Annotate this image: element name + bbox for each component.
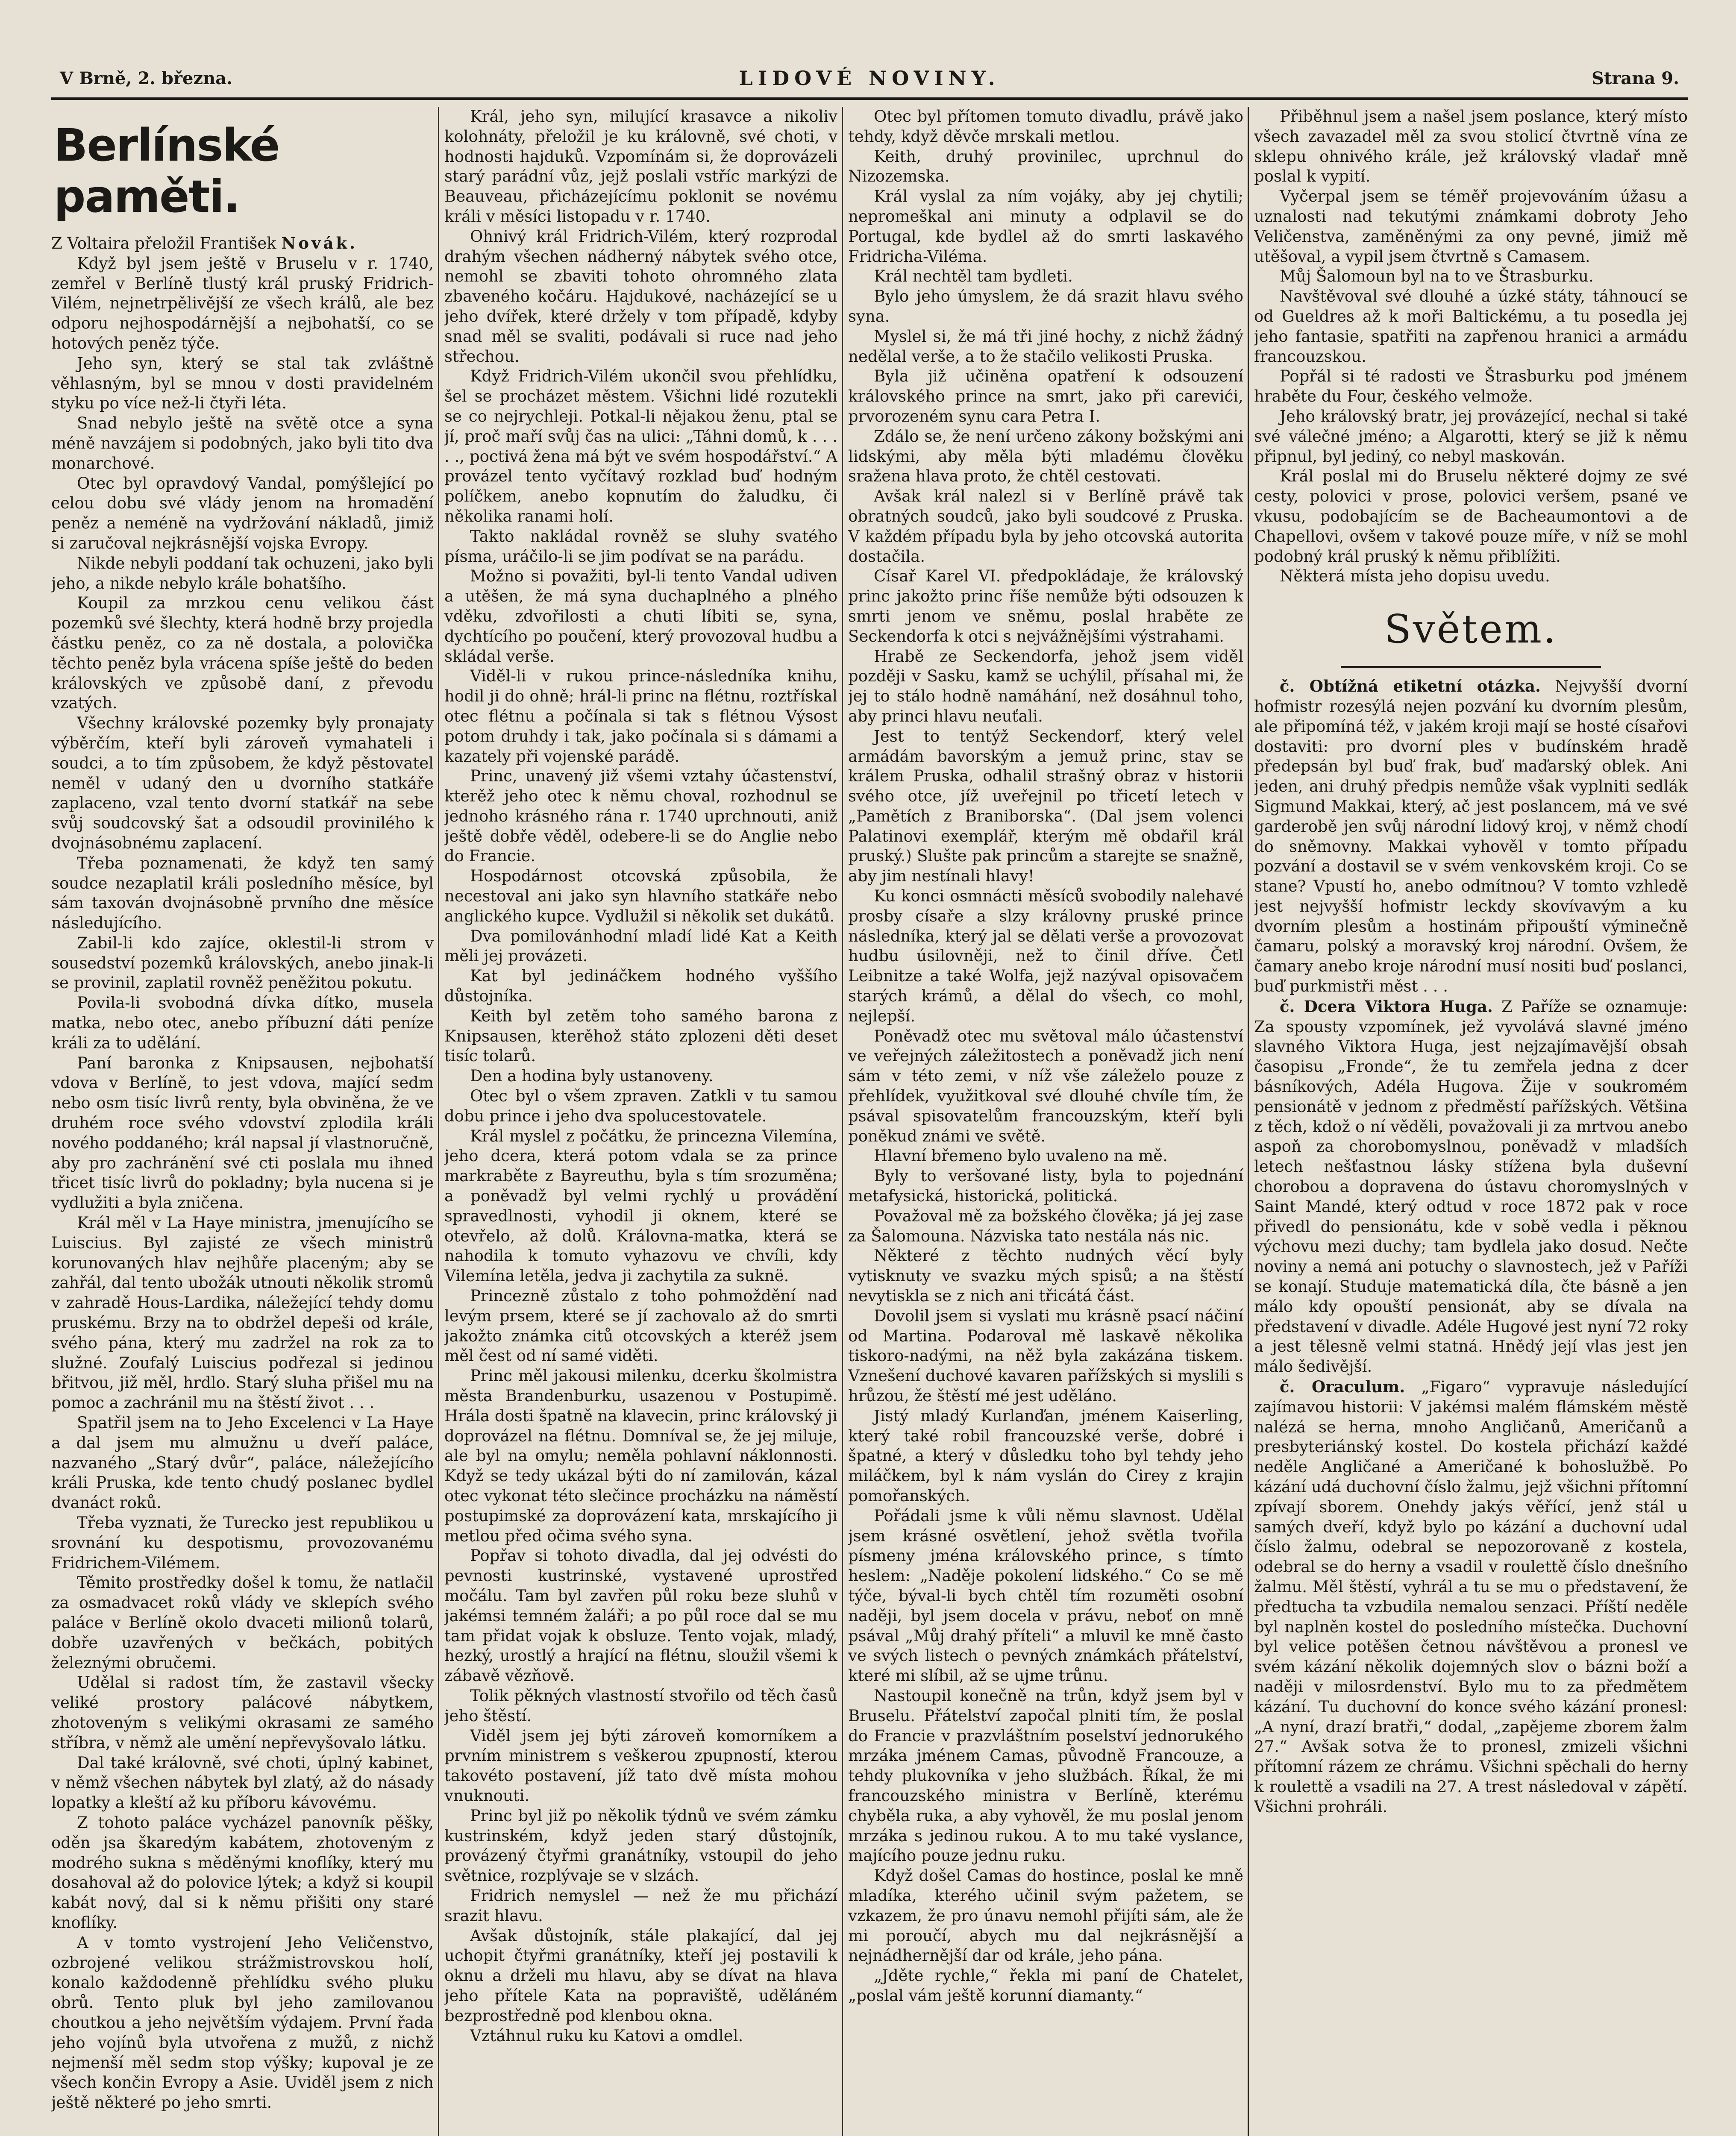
column-1 bbox=[51, 107, 434, 2136]
news-item-text: Z Paříže se oznamuje: Za spousty vzpomínek, jež vyvolává slavné jméno slavného Viktora Huga, jest nejzajímavější obsah časopisu „Fronde“, že tu zemřela jedna z dcer básníkových, Adéla Hugova. Žije v soukromém pensionátě v jednom z předměstí pařížských. Většina z těch, kdož o ní věděli, považovali ji za mrtvou anebo aspoň za chorobomyslnou, poněvadž v mladších letech nešťastnou lásky stížena byla duševní chorobou a dopravena do ústavu choromyslných v Saint Mandé, který odtud v roce 1872 pak v roce přivedl do pensionátu, kde v sobě vedla i pěknou výchovu mezi duchy; tam bydlela jako dosud. Nečte noviny a nemá ani potuchy o slavnostech, jež v Paříži se konají. Studuje matematická díla, čte básně a jen málo kdy opouští pensionát, aby se dívala na představení v divadle. Adéle Hugové jest nyní 72 roky a jest tělesně velmi statná. Hnědý její vlas jest jen málo šedivější. bbox=[1254, 997, 1688, 1376]
paragraph: Přiběhnul jsem a našel jsem poslance, který místo všech zavazadel měl za svou stolicí čtvrtně vína ze sklepu ohnivého krále, jež královský vladař mně poslal k vypití. bbox=[1254, 107, 1688, 186]
paragraph: Byla již učiněna opatření k odsouzení královského prince na smrt, jako při carevići, prvorozeném synu cara Petra I. bbox=[848, 367, 1243, 425]
paragraph: Otec byl o všem zpraven. Zatkli v tu samou dobu prince i jeho dva spolucestovatele. bbox=[444, 1087, 837, 1125]
news-item-text: Nejvyšší dvorní hofmistr rozesýlá nejen pozvání ku dvorním plesům, ale připomíná též, v jakém kroji mají se hosté císařovi dostaviti: pro dvorní ples v budínském hradě předepsán byl buď frak, buď maďarský oblek. Ani jeden, ani druhý předpis nemůže však vyplniti sedlák Sigmund Makkai, který, ač jest poslancem, má ve své garderobě jen svůj národní lidový kroj, v němž chodí do sněmovny. Makkai vyhověl v tomto případu pozvání a dostavil se v svém venkovském kroji. Co se stane? Vpustí ho, anebo odmítnou? V tomto vzhledě jest nejvyšší hofmistr leckdy skovívavým a ku dvorním plesům a hostinám připouští výminečně čamaru, polský a moravský kroj národní. Ovšem, že čamary anebo kroje národní musí nositi buď poslanci, buď purkmistři měst . . . bbox=[1254, 677, 1688, 996]
paragraph: Viděl-li v rukou prince-následníka knihu, hodil ji do ohně; hrál-li princ na flétnu, roztřískal otec flétnu a počínala si tak s flétnou Výsost potom druhdy i tak, jako počínala si s dámami a kazately při vojenské parádě. bbox=[444, 667, 837, 766]
paragraph: Otec byl opravdový Vandal, pomýšlející po celou dobu své vlády jenom na hromadění peněz a neméně na vydržování nákladů, jimiž si zaručoval nejkrásnější vojska Evropy. bbox=[51, 474, 434, 552]
paragraph: Král myslel z počátku, že princezna Vilemína, jeho dcera, která potom vdala se za prince markraběte z Bayreuthu, byla s tím srozuměna; a poněvadž byl velmi rychlý u provádění spravedlnosti, vyhodil ji oknem, které se otevřelo, až dolů. Královna-matka, která se nahodila k tomuto vyhazovu ve chvíli, kdy Vilemína letěla, jedva ji zachytila za suknë. bbox=[444, 1127, 837, 1285]
paragraph: Král nechtěl tam bydleti. bbox=[874, 267, 1073, 286]
paragraph: Avšak důstojník, stále plakající, dal jej uchopit čtyřmi granátníky, kteří jej postavili k oknu a drželi mu hlavu, aby se dívat na hlava jeho přítele Kata na popraviště, uděláném bezprostředně pod klenbou okna. bbox=[444, 1926, 837, 2025]
page-number: Strana 9. bbox=[1591, 68, 1679, 88]
news-item bbox=[1254, 997, 1688, 1377]
paragraph: Hlavní břemeno bylo uvaleno na mě. bbox=[874, 1147, 1168, 1165]
paragraph: Hospodárnost otcovská způsobila, že necestoval ani jako syn hlavního statkáře nebo anglického kupce. Vydlužil si několik set dukátů. bbox=[444, 867, 837, 925]
newspaper-name: LIDOVÉ NOVINY. bbox=[739, 67, 1000, 90]
paragraph: Keith byl zetěm toho samého barona z Knipsausen, kterěhož státo zplozeni děti deset tisíc tolarů. bbox=[444, 1006, 837, 1065]
news-item-heading: č. Obtížná etiketní otázka. bbox=[1280, 677, 1541, 696]
article-title: Berlínské paměti. bbox=[54, 119, 279, 223]
paragraph: Když byl jsem ještě v Bruselu v r. 1740, zemřel v Berlíně tlustý král pruský Fridrich-Vilém, nejnetrpělivější ze všech králů, ale bez odporu nejhospodárnější a nejbohatší, co se hotových peněz týče. bbox=[51, 254, 434, 352]
paragraph: Spatřil jsem na to Jeho Excelenci v La Haye a dal jsem mu almužnu u dveří paláce, nazvaného „Starý dvůr“, paláce, náležejícího králi Pruska, kde tento chudý poslanec bydlel dvanáct roků. bbox=[51, 1414, 434, 1512]
paragraph: Jest to tentýž Seckendorf, který velel armádám bavorským a jemuž princ, stav se králem Pruska, odhalil strašný obraz v historii svého otce, jíž uveřejnil po třicetí letech v „Pamětích z Braniborska“. (Dal jsem volenci Palatinovi exemplář, kterým mě obdařil král pruský.) Slušte pak princům a starejte se snažně, aby jim nestínali hlavy! bbox=[848, 727, 1243, 886]
paragraph: Popřál si té radosti ve Štrasburku pod jménem hraběte du Four, českého velmože. bbox=[1254, 367, 1688, 406]
paragraph: Princ, unavený již všemi vztahy účastenství, kterěž jeho otec k němu choval, rozhodnul se jednoho krásného rána r. 1740 uprchnouti, aniž ještě dobře věděl, odebere-li se do Anglie nebo do Francie. bbox=[444, 767, 837, 866]
svetem-items bbox=[1254, 676, 1688, 1817]
paragraph: Povila-li svobodná dívka dítko, musela matka, nebo otec, anebo příbuzní dáti peníze králi za to udělání. bbox=[51, 994, 434, 1052]
paragraph: Vztáhnul ruku ku Katovi a omdlel. bbox=[470, 2026, 743, 2045]
byline-prefix: Z Voltaira přeložil František bbox=[51, 234, 276, 252]
paragraph: Avšak král nalezl si v Berlíně právě tak obratných soudců, jako byli soudcové z Pruska. V každém případu byla by jeho otcovská autorita dostačila. bbox=[848, 487, 1243, 566]
section-rule bbox=[1341, 666, 1601, 668]
paragraph: Koupil za mrzkou cenu velikou část pozemků své šlechty, která hodně brzy projedla částku peněz, co za ně dostala, a polovička těchto peněz byla vrácena spíše ještě do beden královských ve způsobě daní, z převodu vzatých. bbox=[51, 594, 434, 713]
section-title-svetem: Světem. bbox=[1384, 606, 1558, 652]
paragraph: Považoval mě za božského člověka; já jej zase za Šalomouna. Názviska tato nestála nás nic. bbox=[848, 1206, 1243, 1245]
column-3 bbox=[848, 107, 1243, 2136]
paragraph: Jistý mladý Kurlanďan, jménem Kaiserling, který také robil francouzské verše, dobré i špatné, a který v důsledku toho byl tehdy jeho miláčkem, byl k nám vyslán do Cirey z krajin pomořanských. bbox=[848, 1406, 1243, 1505]
news-item bbox=[1254, 676, 1688, 997]
paragraph: Navštěvoval své dlouhé a úzké státy, táhnoucí se od Gueldres až k moři Baltickému, a tu posedla jej jeho fantasie, spatřiti na zapřenou hranici a armádu francouzskou. bbox=[1254, 287, 1688, 366]
paragraph: Když došel Camas do hostince, poslal ke mně mladíka, kterého učinil svým pažetem, se vzkazem, že pro únavu nemohl přijíti sám, ale že mi poroučí, abych mu dal nejkrásnější a nejnádhernější dar od krále, jeho pána. bbox=[848, 1866, 1243, 1965]
paragraph: Jeho královský bratr, jej provázející, nechal si také své válečné jméno; a Algarotti, který se již k němu připnul, byl jediný, co nebyl maskován. bbox=[1254, 407, 1688, 466]
paragraph: Nastoupil konečně na trůn, když jsem byl v Bruselu. Přátelství započal plniti tím, že poslal do Francie v prazvláštním poselství jednorukého mrzáka jménem Camas, původně Francouze, a tehdy plukovníka v jeho službách. Říkal, že mi francouzského ministra v Berlíně, kterému chyběla ruka, a aby vyhověl, že mu poslal jenom mrzáka s jedinou rukou. A to mu také vyslance, majícího pouze jednu ruku. bbox=[848, 1686, 1243, 1865]
paragraph: Zdálo se, že není určeno zákony božskými ani lidskými, aby měla býti mladému člověku sražena hlava proto, že chtěl cestovati. bbox=[848, 427, 1243, 486]
paragraph: Ku konci osmnácti měsíců svobodily nalehavé prosby císaře a slzy královny pruské prince následníka, který jal se dělati verše a provozovat hudbu úsilovněji, než to činil dříve. Četl Leibnitze a také Wolfa, jejž nazýval opisovačem starých krámů, a dělal do všech, co mohl, nejlepší. bbox=[848, 887, 1243, 1025]
paragraph: Takto nakládal rovněž se sluhy svatého písma, uráčilo-li se jim podívat se na parádu. bbox=[444, 527, 837, 566]
issue-place-date: V Brně, 2. března. bbox=[60, 68, 233, 88]
paragraph: Viděl jsem jej býti zároveň komorníkem a prvním ministrem s veškerou zpupností, kterou takovéto postavení, jíž tato dvě místa mohou vnuknouti. bbox=[444, 1726, 837, 1805]
paragraph: Možno si považiti, byl-li tento Vandal udiven a utěšen, že má syna duchaplného a plného vděku, zdvořilosti a chuti líbiti se, syna, dychtícího po poučení, který provozoval hudbu a skládal verše. bbox=[444, 567, 837, 666]
paragraph: Paní baronka z Knipsausen, nejbohatší vdova v Berlíně, to jest vdova, mající sedm nebo osm tisíc livrů renty, byla obviněna, že ve druhém roce svého vdovství zplodila králi nového poddaného; král napsal jí vlastnoručně, aby pro zachránění své cti poslala mu ihned třicet tisíc livrů do pokladny; byla nucena si je vydlužiti a byla zničena. bbox=[51, 1053, 434, 1212]
paragraph: Keith, druhý provinilec, uprchnul do Nizozemska. bbox=[848, 147, 1243, 186]
page-header bbox=[51, 64, 1688, 94]
paragraph: Král měl v La Haye ministra, jmenujícího se Luiscius. Byl zajisté ze všech ministrů korunovaných hlav nejhůře placeným; aby se zahřál, dal tento ubožák utnouti několik stromů v zahradě Hous-Lardika, náležející tehdy domu pruskému. Brzy na to obdržel depeši od krále, svého pána, který mu zadržel na rok za to služné. Zoufalý Luiscius podřezal si jedinou břitvou, již měl, hrdlo. Starý sluha přišel mu na pomoc a zachránil mu na štěstí život . . . bbox=[51, 1214, 434, 1412]
paragraph: Princ byl již po několik týdnů ve svém zámku kustrinském, když jeden starý důstojník, provázený čtyřmi granátníky, vstoupil do jeho světnice, rozplývaje se v slzách. bbox=[444, 1806, 837, 1885]
news-item-heading: č. Dcera Viktora Huga. bbox=[1280, 997, 1493, 1016]
column-3-text bbox=[848, 107, 1243, 2006]
column-divider bbox=[842, 107, 843, 2136]
paragraph: Dva pomilovánhodní mladí lidé Kat a Keith měli jej provázeti. bbox=[444, 927, 837, 965]
paragraph: Nikde nebyli poddaní tak ochuzeni, jako byli jeho, a nikde nebylo krále bohatšího. bbox=[51, 554, 434, 593]
paragraph: Všechny královské pozemky byly pronajaty výběrčím, kteří byli zároveň vymahateli i soudci, a to tím způsobem, že když pěstovatel neměl v udaný den u dvorního statkáře zaplaceno, vzal tento dvorní statkář na sebe svůj soudcovský šat a odsoudil provinilého k dvojnásobnému zaplacení. bbox=[51, 714, 434, 852]
paragraph: Některá místa jeho dopisu uvedu. bbox=[1280, 567, 1550, 586]
paragraph: Jeho syn, který se stal tak zvláštně věhlasným, byl se mnou v dosti pravidelném styku po více než-li čtyři léta. bbox=[51, 354, 434, 413]
paragraph: Pořádali jsme k vůli němu slavnost. Udělal jsem krásné osvětlení, jehož světla tvořila písmeny jména královského prince, s tímto heslem: „Naděje pokolení lidského.“ Co se mě týče, býval-li bych chtěl tím rozuměti osobní naději, byl jsem docela v právu, neboť on mně psával „Můj drahý příteli“ a mluvil ke mně často ve svých listech o pevných známkách přátelství, které mi slíbil, až se ujme trůnu. bbox=[848, 1506, 1243, 1685]
paragraph: Popřav si tohoto divadla, dal jej odvésti do pevnosti kustrinské, vystavené uprostřed močálu. Tam byl zavřen půl roku beze sluhů v jakémsi temném žaláři; a po půl roce dal se mu tam přidat vojak k obsluze. Tento vojak, mladý, hezký, urostlý a hrající na flétnu, sloužil všemi k zábavě vězňově. bbox=[444, 1546, 837, 1685]
paragraph: Třeba vyznati, že Turecko jest republikou u srovnání ku despotismu, provozovanému Fridrichem-Vilémem. bbox=[51, 1514, 434, 1572]
column-2-text bbox=[444, 107, 837, 2046]
paragraph: Císař Karel VI. předpokládaje, že královský princ jakožto princ říše nemůže býti odsouzen k smrti jenom ve sněmu, poslal hraběte ze Seckendorfa k otci s nejvážnějšími výstrahami. bbox=[848, 567, 1243, 645]
paragraph: Třeba poznamenati, že když ten samý soudce nezaplatil králi posledního měsíce, byl sám taxován dvojnásobně prvního dne měsíce následujícího. bbox=[51, 854, 434, 933]
paragraph: Těmito prostředky došel k tomu, že natlačil za osmadvacet roků vlády ve sklepích svého paláce v Berlíně okolo dvaceti milionů tolarů, dobře uzavřených v bečkách, pobitých železnými obručemi. bbox=[51, 1573, 434, 1672]
paragraph: Král poslal mi do Bruselu některé dojmy ze své cesty, polovici v prose, polovici veršem, psané ve vkusu, podobajícím se de Bacheaumontovi a de Chapellovi, ovšem v takové pouze míře, v níž se mohl podobný král pruský k němu přiblížiti. bbox=[1254, 467, 1688, 566]
paragraph: Udělal si radost tím, že zastavil všecky veliké prostory palácové nábytkem, zhotoveným s velikými okrasami ze samého stříbra, v němž ale umění nepřevyšovalo látku. bbox=[51, 1673, 434, 1752]
column-4-text bbox=[1254, 107, 1688, 587]
paragraph: Vyčerpal jsem se téměř projevováním úžasu a uznalosti nad tekutými známkami dobroty Jeho Veličenstva, zaměněnými za ony pevné, jimiž mě utěšoval, a vypil jsem čtvrtně s Camasem. bbox=[1254, 187, 1688, 266]
article-byline bbox=[51, 233, 434, 254]
paragraph: Některé z těchto nudných věcí byly vytisknuty ve svazku mých spisů; a na štěstí nevytiskla se z nich ani třicátá část. bbox=[848, 1247, 1243, 1306]
column-2 bbox=[444, 107, 837, 2136]
paragraph: Hrabě ze Seckendorfa, jehož jsem viděl později v Sasku, kamž se uchýlil, přísahal mi, že jej to stálo hodně namáhání, než dosáhnul toho, aby princi hlavu neuťali. bbox=[848, 647, 1243, 725]
news-item-text: „Figaro“ vypravuje následující zajímavou historii: V jakémsi malém flámském městě nalézá se herna, mnoho Angličanů, Američanů a presbyteriánský kostel. Do kostela přichází každé neděle Angličané a Američané k bohoslužbě. Po kázání udá duchovní číslo žalmu, jejž všichni přítomní zpívají sborem. Onehdy jakýs věřící, jenž stál u samých dveří, když bylo po kázání a duchovní udal číslo žalmu, odebral se nepozorovaně z kostela, odebral se do herny a vsadil v roulettě číslo dnešního žalmu. Měl štěstí, vyhrál a tu se mu o představení, že předtucha ta vzbudila nemalou senzaci. Příští neděle byl naplněn kostel do posledního místečka. Duchovní byl velice potěšen četnou návštěvou a pronesl ve svém kázání několik dojemných slov o bázni boží a naději v milosrdenství. Bylo mu to za předmětem kázání. Tu duchovní do konce svého kázání pronesl: „A nyní, drazí bratři,“ dodal, „zapějeme zborem žalm 27.“ Avšak sotva že to pronesl, zmizeli všichni přítomní rázem ze chrámu. Všichni spěchali do herny k roulettě a vsadili na 27. A trest následoval v zápětí. Všichni prohráli. bbox=[1254, 1378, 1688, 1816]
paragraph: Byly to veršované listy, byla to pojednání metafysická, historická, politická. bbox=[848, 1167, 1243, 1206]
paragraph: „Jděte rychle,“ řekla mi paní de Chatelet, „poslal vám ještě korunní diamanty.“ bbox=[848, 1966, 1243, 2005]
paragraph: Zabil-li kdo zajíce, oklestil-li strom v sousedství pozemků královských, anebo jinak-li se provinil, zaplatil rovněž peněžitou pokutu. bbox=[51, 933, 434, 992]
column-divider bbox=[1248, 107, 1249, 2136]
column-divider bbox=[438, 107, 439, 2136]
paragraph: Princezně zůstalo z toho pohmoždění nad levým prsem, které se jí zachovalo až do smrti jakožto známka citů otcovských a kteréž jsem měl čest od ní samé viděti. bbox=[444, 1287, 837, 1365]
byline-name: Novák. bbox=[281, 234, 358, 252]
paragraph: Král, jeho syn, milující krasavce a nikoliv kolohnáty, přeložil je ku královně, své choti, v hodnosti hajduků. Vzpomínám si, že doprovázeli starý parádní vůz, jejž poslali vstříc markýzi de Beauveau, přicházejícímu poklonit se novému králi v měsíci listopadu v r. 1740. bbox=[444, 107, 837, 226]
paragraph: Dovolil jsem si vyslati mu krásně psací náčiní od Martina. Podaroval mě laskavě několika tiskoro-nadými, na něž byla zakázána tiskem. Vznešení duchové kavaren pařížských si myslili s hrůzou, že štěstí mé jest uděláno. bbox=[848, 1306, 1243, 1405]
paragraph: Den a hodina byly ustanoveny. bbox=[470, 1067, 714, 1086]
paragraph: Ohnivý král Fridrich-Vilém, který rozprodal drahým všechen nádherný nábytek svého otce, nemohl se zbaviti tohoto ohromného zlata zbaveného kočáru. Hajdukové, nacházející se u jeho dvířek, které držely v tom případě, kdyby snad měl se svaliti, podávali si ruce nad jeho střechou. bbox=[444, 227, 837, 366]
paragraph: Myslel si, že má tři jiné hochy, z nichž žádný nedělal verše, a to že stačilo velikosti Pruska. bbox=[848, 327, 1243, 366]
news-item bbox=[1254, 1377, 1688, 1817]
paragraph: Bylo jeho úmyslem, že dá srazit hlavu svého syna. bbox=[848, 287, 1243, 326]
paragraph: A v tomto vystrojení Jeho Veličenstvo, ozbrojené velikou strážmistrovskou holí, konalo každodenně přehlídku svého pluku obrů. Tento pluk byl jeho zamilovanou choutkou a jeho největším výdajem. První řada jeho vojínů byla utvořena z mužů, z nichž nejmenší měl sedm stop výšky; kupoval je ze všech končin Evropy a Asie. Uviděl jsem z nich ještě některé po jeho smrti. bbox=[51, 1933, 434, 2112]
header-rule bbox=[51, 97, 1688, 100]
paragraph: Fridrich nemyslel — než že mu přichází srazit hlavu. bbox=[444, 1886, 837, 1925]
paragraph: Když Fridrich-Vilém ukončil svou přehlídku, šel se procházet městem. Všichni lidé rozutekli se co nejrychleji. Potkal-li nějakou ženu, ptal se jí, proč maří svůj čas na ulici: „Táhni domů, k . . . . ., poctivá žena má být ve svém hospodářství.“ A provázel tento vyčítavý rozklad buď hodným políčkem, anebo kopnutím do žaludku, či několika ranami holí. bbox=[444, 367, 837, 525]
paragraph: Král vyslal za ním vojáky, aby jej chytili; nepromeškal ani minuty a odplavil se do Portugal, kde bydlel až do smrti laskavého Fridricha-Viléma. bbox=[848, 187, 1243, 266]
paragraph: Snad nebylo ještě na světě otce a syna méně navzájem si podobných, jako byli tito dva monarchové. bbox=[51, 414, 434, 472]
paragraph: Poněvadž otec mu světoval málo účastenství ve veřejných záležitostech a poněvadž jich není sám v této zemi, v níž vše záleželo pouze z přehlídek, využitkoval své dlouhé chvíle tím, že psával spisovatelům francouzským, kteří byli poněkud známi ve světě. bbox=[848, 1027, 1243, 1145]
paragraph: Dal také královně, své choti, úplný kabinet, v němž všechen nábytek byl zlatý, až do násady lopatky a kleští až ku příboru kávovému. bbox=[51, 1753, 434, 1812]
paragraph: Tolik pěkných vlastností stvořilo od těch časů jeho štěstí. bbox=[444, 1686, 837, 1725]
paragraph: Kat byl jedináčkem hodného vyššího důstojníka. bbox=[444, 967, 837, 1006]
paragraph: Můj Šalomoun byl na to ve Štrasburku. bbox=[1280, 267, 1594, 286]
paragraph: Princ měl jakousi milenku, dcerku školmistra města Brandenburku, usazenou v Postupimě. Hrála dosti špatně na klavecin, princ královský ji doprovázel na flétnu. Domníval se, že jej miluje, ale byl na omylu; neměla pohlavní náklonnosti. Když se tedy ukázal býti do ní zamilován, kázal otec vykonat této slečince procházku na náměstí postupimské za doprovázení kata, mrskajícího ji metlou před očima svého syna. bbox=[444, 1367, 837, 1545]
column-1-text bbox=[51, 254, 434, 2113]
paragraph: Otec byl přítomen tomuto divadlu, právě jako tehdy, když děvče mrskali metlou. bbox=[848, 107, 1243, 146]
paragraph: Z tohoto paláce vycházel panovník pěšky, oděn jsa škaredým kabátem, zhotoveným z modrého sukna s měděnými knoflíky, který mu dosahoval až do polovice lýtek; a když si koupil kabát nový, dal si k němu přišiti ony staré knoflíky. bbox=[51, 1813, 434, 1932]
column-4 bbox=[1254, 107, 1688, 2136]
news-item-heading: č. Oraculum. bbox=[1280, 1377, 1405, 1397]
